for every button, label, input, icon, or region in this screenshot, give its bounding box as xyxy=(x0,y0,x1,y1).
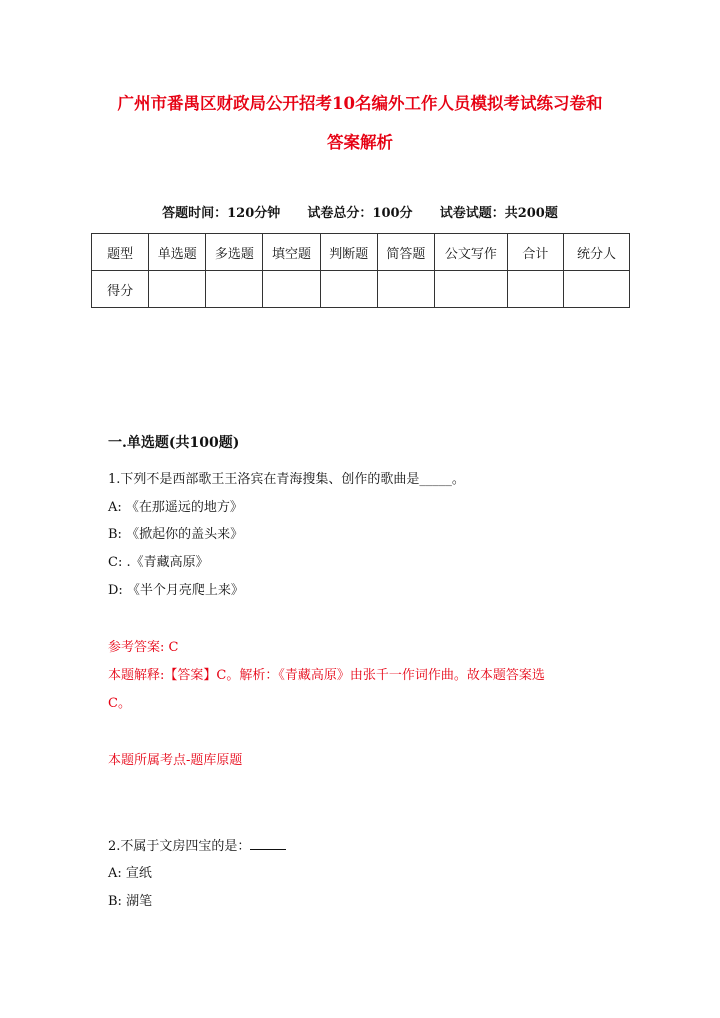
score-cell xyxy=(507,271,563,308)
exam-info: 答题时间：120分钟 试卷总分：100分 试卷试题：共200题 xyxy=(162,206,558,221)
score-label-cell: 得分 xyxy=(92,271,149,308)
table-header-cell: 填空题 xyxy=(263,234,320,271)
table-header-cell: 合计 xyxy=(507,234,563,271)
score-cell xyxy=(563,271,629,308)
question-1-source: 本题所属考点-题库原题 xyxy=(108,753,243,768)
score-table xyxy=(91,233,630,308)
score-cell xyxy=(434,271,507,308)
question-2-stem xyxy=(108,835,286,854)
question-1-stem: 1.下列不是西部歌王王洛宾在青海搜集、创作的歌曲是_____。 xyxy=(108,472,465,487)
question-2-stem-text: 2.不属于文房四宝的是： xyxy=(108,839,251,854)
score-cell xyxy=(149,271,206,308)
document-title-line-1: 广州市番禺区财政局公开招考10名编外工作人员模拟考试练习卷和 xyxy=(117,94,603,113)
score-table-score-row xyxy=(92,271,630,308)
table-header-cell: 题型 xyxy=(92,234,149,271)
section-title: 一.单选题(共100题) xyxy=(108,435,240,451)
question-1-option-b: B: 《掀起你的盖头来》 xyxy=(108,527,244,542)
score-cell xyxy=(206,271,263,308)
question-2-option-a: A: 宣纸 xyxy=(108,866,152,881)
table-header-cell: 公文写作 xyxy=(434,234,507,271)
question-1-option-a: A: 《在那遥远的地方》 xyxy=(108,500,243,515)
score-cell xyxy=(263,271,320,308)
question-1-explanation-cont: C。 xyxy=(108,696,131,711)
score-table-header-row xyxy=(92,234,630,271)
table-header-cell: 单选题 xyxy=(149,234,206,271)
score-cell xyxy=(377,271,434,308)
question-1-answer: 参考答案: C xyxy=(108,640,179,655)
table-header-cell: 简答题 xyxy=(377,234,434,271)
question-1-option-d: D: 《半个月亮爬上来》 xyxy=(108,583,244,598)
question-2-option-b: B: 湖笔 xyxy=(108,894,153,909)
table-header-cell: 多选题 xyxy=(206,234,263,271)
answer-blank xyxy=(250,839,286,850)
table-header-cell: 判断题 xyxy=(320,234,377,271)
score-cell xyxy=(320,271,377,308)
question-1-explanation: 本题解释:【答案】C。解析：《青藏高原》由张千一作词作曲。故本题答案选 xyxy=(108,668,545,683)
table-header-cell: 统分人 xyxy=(563,234,629,271)
question-1-option-c: C: .《青藏高原》 xyxy=(108,555,209,570)
document-title-line-2: 答案解析 xyxy=(327,133,393,152)
